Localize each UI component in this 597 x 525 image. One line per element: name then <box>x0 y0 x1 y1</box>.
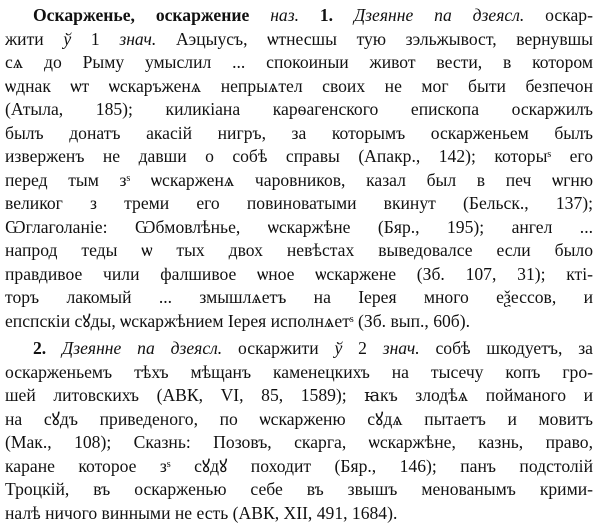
text-segment: оскар- <box>524 5 593 25</box>
entry-line <box>5 98 593 122</box>
entry-line <box>5 51 593 75</box>
entry-line <box>5 384 593 408</box>
text-segment: (Мак., 108); Сказнь: Позовъ, скарга, ѡскаржѣне, казнь, право, <box>5 432 593 452</box>
text-segment: Дзеянне па дзеясл. <box>354 5 524 25</box>
entry-line <box>5 75 593 99</box>
text-segment: жити <box>5 29 63 49</box>
text-segment: 1 <box>71 29 119 49</box>
sense-number: 2. <box>33 338 46 358</box>
text-segment: перед тым зˢ ѡскарженѧ чаровников, казал был в печ ѡгню <box>5 170 593 190</box>
text-segment: на сꙋдъ приведеного, по ѡскарженю сꙋдѧ пытаетъ и мовитъ <box>5 409 593 429</box>
entry-line <box>5 239 593 263</box>
part-of-speech: наз. <box>270 5 299 25</box>
text-segment: великог з треми его повиноватыми вкинут (Бельск., 137); <box>5 193 593 213</box>
dictionary-entry <box>5 4 593 525</box>
text-segment: правдивое чили фалшивое ѡное ѡскаржене (Зб. 107, 31); ктi- <box>5 264 593 284</box>
text-segment: оскаржити <box>222 338 334 358</box>
headword: Оскарженье, оскаржение <box>33 5 249 25</box>
text-segment: напрод теды ѡ тых двох невѣстах выведовалсе если было <box>5 240 593 260</box>
text-segment: епспскіи сꙋды, ѡскаржѣнием Іерея исполнѧетˢ (Зб. вып., 60б). <box>5 311 470 331</box>
text-segment: изверженъ не давши о собѣ справы (Апакр., 142); которыˢ его <box>5 146 593 166</box>
entry-line <box>5 455 593 479</box>
entry-line <box>5 431 593 455</box>
entry-line <box>5 145 593 169</box>
entry-line <box>5 502 593 525</box>
text-segment: каране которое зˢ сꙋдꙋ походит (Бяр., 146); панъ подстолій <box>5 456 593 476</box>
text-segment: знач. <box>119 29 156 49</box>
entry-line <box>5 169 593 193</box>
sense-2 <box>5 337 593 525</box>
text-segment: оскарженьемъ тѣхъ мѣщанъ каменецкихъ на тысечу копъ гро- <box>5 362 593 382</box>
entry-line <box>5 337 593 361</box>
text-segment: собѣ шкодуетъ, за <box>420 338 593 358</box>
text-segment: торъ лакомый ... змышлѧетъ на Іерея много еѯессов, и <box>5 287 593 307</box>
entry-line <box>5 4 593 28</box>
text-segment: шей литовскихъ (АВК, VI, 85, 1589); ꙗкъ злодѣѧ пойманого и <box>5 385 593 405</box>
text-segment: былъ донатъ акасій нигръ, за которымъ оскарженьем былъ <box>5 123 593 143</box>
text-segment: 2 <box>342 338 382 358</box>
text-segment: Троцкій, въ оскарженью себе въ звышъ менованымъ крими- <box>5 479 593 499</box>
text-segment: налѣ ничого винными не есть (АВК, XII, 491, 1684). <box>5 503 397 523</box>
text-segment: Ѡглаголаніе: Ѡбмовлѣнье, ѡскаржѣне (Бяр., 195); ангел ... <box>5 217 593 237</box>
text-segment: знач. <box>383 338 420 358</box>
text-segment: Дзеянне па дзеясл. <box>62 338 222 358</box>
entry-line <box>5 192 593 216</box>
text-segment: ў <box>63 29 71 49</box>
entry-line <box>5 286 593 310</box>
entry-line <box>5 28 593 52</box>
text-segment: (Атыла, 185); киликіана карѳагенского епископа оскаржилъ <box>5 99 593 119</box>
entry-line <box>5 122 593 146</box>
entry-line <box>5 216 593 240</box>
text-segment: Аэцыусъ, ѡтнесшы тую зэльжывост, вернувшы <box>156 29 593 49</box>
entry-line <box>5 478 593 502</box>
entry-line <box>5 408 593 432</box>
entry-line <box>5 263 593 287</box>
entry-line <box>5 310 593 334</box>
sense-1 <box>5 4 593 333</box>
text-segment: ў <box>334 338 342 358</box>
sense-number: 1. <box>320 5 333 25</box>
text-segment: ѡднак ѡт ѡскаръженѧ непрыѧтел своих не мог быти безпечон <box>5 76 593 96</box>
entry-line <box>5 361 593 385</box>
text-segment: сѧ до Рыму умыслил ... спокоиныи живот вести, в котором <box>5 52 593 72</box>
